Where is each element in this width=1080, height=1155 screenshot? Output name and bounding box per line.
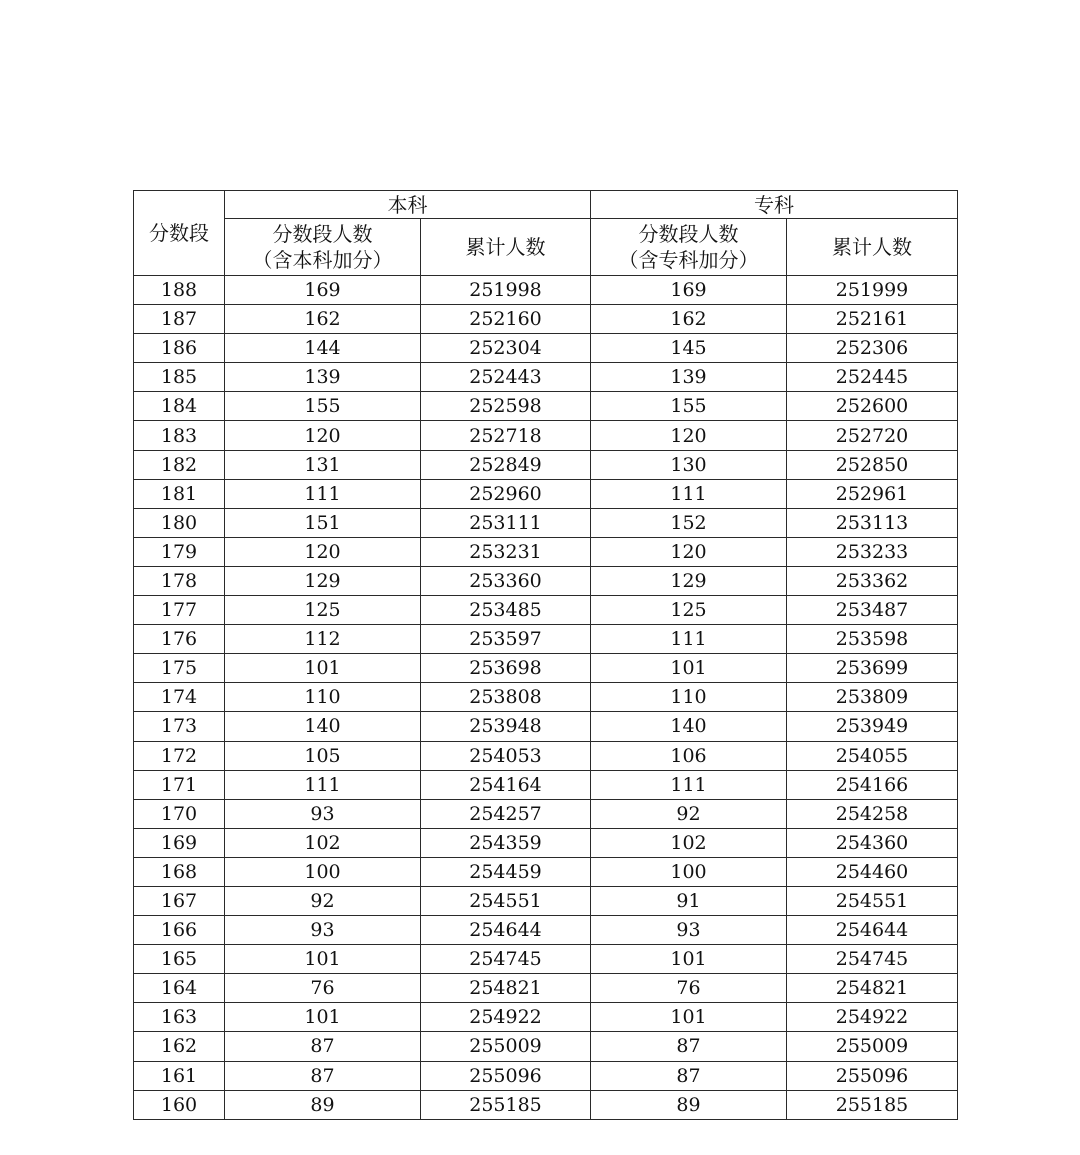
benke-count-cell: 101 bbox=[225, 945, 421, 974]
zhuanke-cumulative-cell: 252161 bbox=[787, 305, 958, 334]
score-cell: 181 bbox=[134, 479, 225, 508]
zhuanke-count-header-line2: （含专科加分） bbox=[618, 248, 759, 272]
score-cell: 184 bbox=[134, 392, 225, 421]
benke-cumulative-cell: 254053 bbox=[421, 741, 591, 770]
benke-cumulative-cell: 252849 bbox=[421, 450, 591, 479]
zhuanke-count-cell: 130 bbox=[591, 450, 787, 479]
benke-count-cell: 89 bbox=[225, 1090, 421, 1119]
zhuanke-header: 专科 bbox=[591, 191, 958, 219]
zhuanke-count-header-line1: 分数段人数 bbox=[638, 222, 739, 246]
zhuanke-cumulative-cell: 254055 bbox=[787, 741, 958, 770]
zhuanke-cumulative-cell: 253598 bbox=[787, 625, 958, 654]
benke-count-cell: 76 bbox=[225, 974, 421, 1003]
table-row bbox=[134, 596, 958, 625]
zhuanke-cumulative-cell: 252306 bbox=[787, 334, 958, 363]
table-row bbox=[134, 334, 958, 363]
zhuanke-count-cell: 169 bbox=[591, 276, 787, 305]
benke-cumulative-cell: 252304 bbox=[421, 334, 591, 363]
zhuanke-count-cell: 145 bbox=[591, 334, 787, 363]
score-cell: 170 bbox=[134, 799, 225, 828]
table-row bbox=[134, 886, 958, 915]
score-cell: 163 bbox=[134, 1003, 225, 1032]
zhuanke-count-cell: 87 bbox=[591, 1061, 787, 1090]
benke-cumulative-cell: 254551 bbox=[421, 886, 591, 915]
benke-cumulative-cell: 252598 bbox=[421, 392, 591, 421]
benke-cumulative-cell: 253698 bbox=[421, 654, 591, 683]
benke-count-cell: 155 bbox=[225, 392, 421, 421]
zhuanke-count-cell: 106 bbox=[591, 741, 787, 770]
zhuanke-cumulative-cell: 252961 bbox=[787, 479, 958, 508]
benke-cumulative-cell: 252718 bbox=[421, 421, 591, 450]
zhuanke-count-cell: 162 bbox=[591, 305, 787, 334]
score-cell: 182 bbox=[134, 450, 225, 479]
score-cell: 183 bbox=[134, 421, 225, 450]
benke-cumulative-cell: 255096 bbox=[421, 1061, 591, 1090]
table-row bbox=[134, 945, 958, 974]
score-cell: 162 bbox=[134, 1032, 225, 1061]
zhuanke-cumulative-cell: 251999 bbox=[787, 276, 958, 305]
score-cell: 172 bbox=[134, 741, 225, 770]
score-cell: 179 bbox=[134, 537, 225, 566]
benke-count-cell: 162 bbox=[225, 305, 421, 334]
zhuanke-count-cell: 92 bbox=[591, 799, 787, 828]
table-row bbox=[134, 363, 958, 392]
table-row bbox=[134, 654, 958, 683]
score-band-header: 分数段 bbox=[134, 191, 225, 276]
zhuanke-cumulative-cell: 253949 bbox=[787, 712, 958, 741]
benke-cumulative-cell: 252160 bbox=[421, 305, 591, 334]
zhuanke-cumulative-cell: 253233 bbox=[787, 537, 958, 566]
zhuanke-count-cell: 140 bbox=[591, 712, 787, 741]
benke-cumulative-cell: 254459 bbox=[421, 857, 591, 886]
benke-cumulative-cell: 254745 bbox=[421, 945, 591, 974]
zhuanke-cumulative-cell: 252720 bbox=[787, 421, 958, 450]
score-cell: 164 bbox=[134, 974, 225, 1003]
zhuanke-cumulative-cell: 253699 bbox=[787, 654, 958, 683]
benke-count-cell: 131 bbox=[225, 450, 421, 479]
zhuanke-cumulative-cell: 254360 bbox=[787, 828, 958, 857]
zhuanke-count-cell: 155 bbox=[591, 392, 787, 421]
zhuanke-cumulative-cell: 253113 bbox=[787, 508, 958, 537]
benke-cumulative-cell: 253597 bbox=[421, 625, 591, 654]
table-row bbox=[134, 828, 958, 857]
score-cell: 167 bbox=[134, 886, 225, 915]
zhuanke-count-cell: 129 bbox=[591, 566, 787, 595]
benke-count-header-line2: （含本科加分） bbox=[252, 248, 393, 272]
score-cell: 161 bbox=[134, 1061, 225, 1090]
table-row bbox=[134, 421, 958, 450]
benke-count-cell: 129 bbox=[225, 566, 421, 595]
benke-cumulative-cell: 253231 bbox=[421, 537, 591, 566]
table-row bbox=[134, 305, 958, 334]
benke-cumulative-cell: 254644 bbox=[421, 916, 591, 945]
benke-count-cell: 101 bbox=[225, 1003, 421, 1032]
zhuanke-count-cell: 102 bbox=[591, 828, 787, 857]
benke-count-cell: 151 bbox=[225, 508, 421, 537]
zhuanke-cumulative-cell: 253362 bbox=[787, 566, 958, 595]
benke-count-cell: 139 bbox=[225, 363, 421, 392]
zhuanke-count-cell: 111 bbox=[591, 625, 787, 654]
benke-count-cell: 87 bbox=[225, 1061, 421, 1090]
zhuanke-cumulative-cell: 255185 bbox=[787, 1090, 958, 1119]
zhuanke-cumulative-cell: 254258 bbox=[787, 799, 958, 828]
zhuanke-cumulative-cell: 254166 bbox=[787, 770, 958, 799]
benke-cumulative-cell: 254821 bbox=[421, 974, 591, 1003]
zhuanke-cumulative-cell: 253487 bbox=[787, 596, 958, 625]
table-body bbox=[134, 276, 958, 1120]
benke-cumulative-cell: 252443 bbox=[421, 363, 591, 392]
zhuanke-count-cell: 111 bbox=[591, 479, 787, 508]
zhuanke-count-cell: 125 bbox=[591, 596, 787, 625]
score-cell: 175 bbox=[134, 654, 225, 683]
benke-count-cell: 125 bbox=[225, 596, 421, 625]
table-row bbox=[134, 276, 958, 305]
score-cell: 171 bbox=[134, 770, 225, 799]
zhuanke-count-cell: 89 bbox=[591, 1090, 787, 1119]
score-cell: 166 bbox=[134, 916, 225, 945]
benke-count-cell: 111 bbox=[225, 770, 421, 799]
benke-header: 本科 bbox=[225, 191, 591, 219]
benke-cumulative-cell: 255185 bbox=[421, 1090, 591, 1119]
table-row bbox=[134, 712, 958, 741]
benke-cumulative-cell: 254922 bbox=[421, 1003, 591, 1032]
zhuanke-count-cell: 101 bbox=[591, 1003, 787, 1032]
zhuanke-cumulative-cell: 254922 bbox=[787, 1003, 958, 1032]
benke-count-cell: 93 bbox=[225, 799, 421, 828]
zhuanke-count-cell: 110 bbox=[591, 683, 787, 712]
zhuanke-count-cell: 101 bbox=[591, 654, 787, 683]
zhuanke-cumulative-cell: 254551 bbox=[787, 886, 958, 915]
zhuanke-count-cell: 93 bbox=[591, 916, 787, 945]
zhuanke-cumulative-cell: 254745 bbox=[787, 945, 958, 974]
benke-cumulative-cell: 252960 bbox=[421, 479, 591, 508]
table-row bbox=[134, 857, 958, 886]
benke-cumulative-cell: 254164 bbox=[421, 770, 591, 799]
benke-count-cell: 92 bbox=[225, 886, 421, 915]
table-row bbox=[134, 1061, 958, 1090]
zhuanke-count-cell: 120 bbox=[591, 537, 787, 566]
zhuanke-cumulative-cell: 254644 bbox=[787, 916, 958, 945]
score-cell: 185 bbox=[134, 363, 225, 392]
score-cell: 174 bbox=[134, 683, 225, 712]
score-cell: 168 bbox=[134, 857, 225, 886]
table-row bbox=[134, 450, 958, 479]
score-cell: 180 bbox=[134, 508, 225, 537]
benke-count-cell: 120 bbox=[225, 537, 421, 566]
benke-cumulative-cell: 255009 bbox=[421, 1032, 591, 1061]
zhuanke-cumulative-cell: 252445 bbox=[787, 363, 958, 392]
table-row bbox=[134, 1032, 958, 1061]
benke-cumulative-cell: 253111 bbox=[421, 508, 591, 537]
table-row bbox=[134, 508, 958, 537]
table-row bbox=[134, 741, 958, 770]
table-row bbox=[134, 916, 958, 945]
score-cell: 176 bbox=[134, 625, 225, 654]
table-row bbox=[134, 537, 958, 566]
table-row bbox=[134, 1090, 958, 1119]
table-row bbox=[134, 625, 958, 654]
score-cell: 186 bbox=[134, 334, 225, 363]
benke-count-header-line1: 分数段人数 bbox=[272, 222, 373, 246]
zhuanke-count-cell: 101 bbox=[591, 945, 787, 974]
score-cell: 188 bbox=[134, 276, 225, 305]
score-cell: 169 bbox=[134, 828, 225, 857]
table-row bbox=[134, 392, 958, 421]
benke-count-cell: 101 bbox=[225, 654, 421, 683]
score-cell: 187 bbox=[134, 305, 225, 334]
benke-count-cell: 120 bbox=[225, 421, 421, 450]
zhuanke-cumulative-cell: 254821 bbox=[787, 974, 958, 1003]
zhuanke-cumulative-cell: 255009 bbox=[787, 1032, 958, 1061]
zhuanke-count-cell: 76 bbox=[591, 974, 787, 1003]
score-cell: 178 bbox=[134, 566, 225, 595]
table-row bbox=[134, 974, 958, 1003]
zhuanke-count-header bbox=[591, 219, 787, 276]
benke-cumulative-header: 累计人数 bbox=[421, 219, 591, 276]
benke-count-cell: 112 bbox=[225, 625, 421, 654]
zhuanke-count-cell: 111 bbox=[591, 770, 787, 799]
benke-count-cell: 110 bbox=[225, 683, 421, 712]
table-row bbox=[134, 799, 958, 828]
zhuanke-cumulative-cell: 253809 bbox=[787, 683, 958, 712]
benke-count-cell: 111 bbox=[225, 479, 421, 508]
zhuanke-cumulative-header: 累计人数 bbox=[787, 219, 958, 276]
benke-cumulative-cell: 254257 bbox=[421, 799, 591, 828]
zhuanke-count-cell: 139 bbox=[591, 363, 787, 392]
benke-cumulative-cell: 253360 bbox=[421, 566, 591, 595]
benke-count-cell: 100 bbox=[225, 857, 421, 886]
score-cell: 173 bbox=[134, 712, 225, 741]
benke-cumulative-cell: 251998 bbox=[421, 276, 591, 305]
zhuanke-cumulative-cell: 252850 bbox=[787, 450, 958, 479]
benke-count-cell: 140 bbox=[225, 712, 421, 741]
score-cell: 160 bbox=[134, 1090, 225, 1119]
table-row bbox=[134, 770, 958, 799]
table-row bbox=[134, 683, 958, 712]
benke-count-cell: 102 bbox=[225, 828, 421, 857]
zhuanke-count-cell: 87 bbox=[591, 1032, 787, 1061]
score-cell: 177 bbox=[134, 596, 225, 625]
zhuanke-count-cell: 91 bbox=[591, 886, 787, 915]
table-row bbox=[134, 566, 958, 595]
benke-count-header bbox=[225, 219, 421, 276]
benke-cumulative-cell: 253808 bbox=[421, 683, 591, 712]
score-distribution-table bbox=[133, 190, 958, 1120]
zhuanke-count-cell: 120 bbox=[591, 421, 787, 450]
benke-cumulative-cell: 253485 bbox=[421, 596, 591, 625]
benke-cumulative-cell: 254359 bbox=[421, 828, 591, 857]
zhuanke-cumulative-cell: 252600 bbox=[787, 392, 958, 421]
zhuanke-count-cell: 100 bbox=[591, 857, 787, 886]
benke-count-cell: 144 bbox=[225, 334, 421, 363]
benke-count-cell: 93 bbox=[225, 916, 421, 945]
benke-count-cell: 87 bbox=[225, 1032, 421, 1061]
zhuanke-cumulative-cell: 254460 bbox=[787, 857, 958, 886]
benke-count-cell: 169 bbox=[225, 276, 421, 305]
table-row bbox=[134, 479, 958, 508]
zhuanke-cumulative-cell: 255096 bbox=[787, 1061, 958, 1090]
score-cell: 165 bbox=[134, 945, 225, 974]
benke-cumulative-cell: 253948 bbox=[421, 712, 591, 741]
table-row bbox=[134, 1003, 958, 1032]
zhuanke-count-cell: 152 bbox=[591, 508, 787, 537]
benke-count-cell: 105 bbox=[225, 741, 421, 770]
